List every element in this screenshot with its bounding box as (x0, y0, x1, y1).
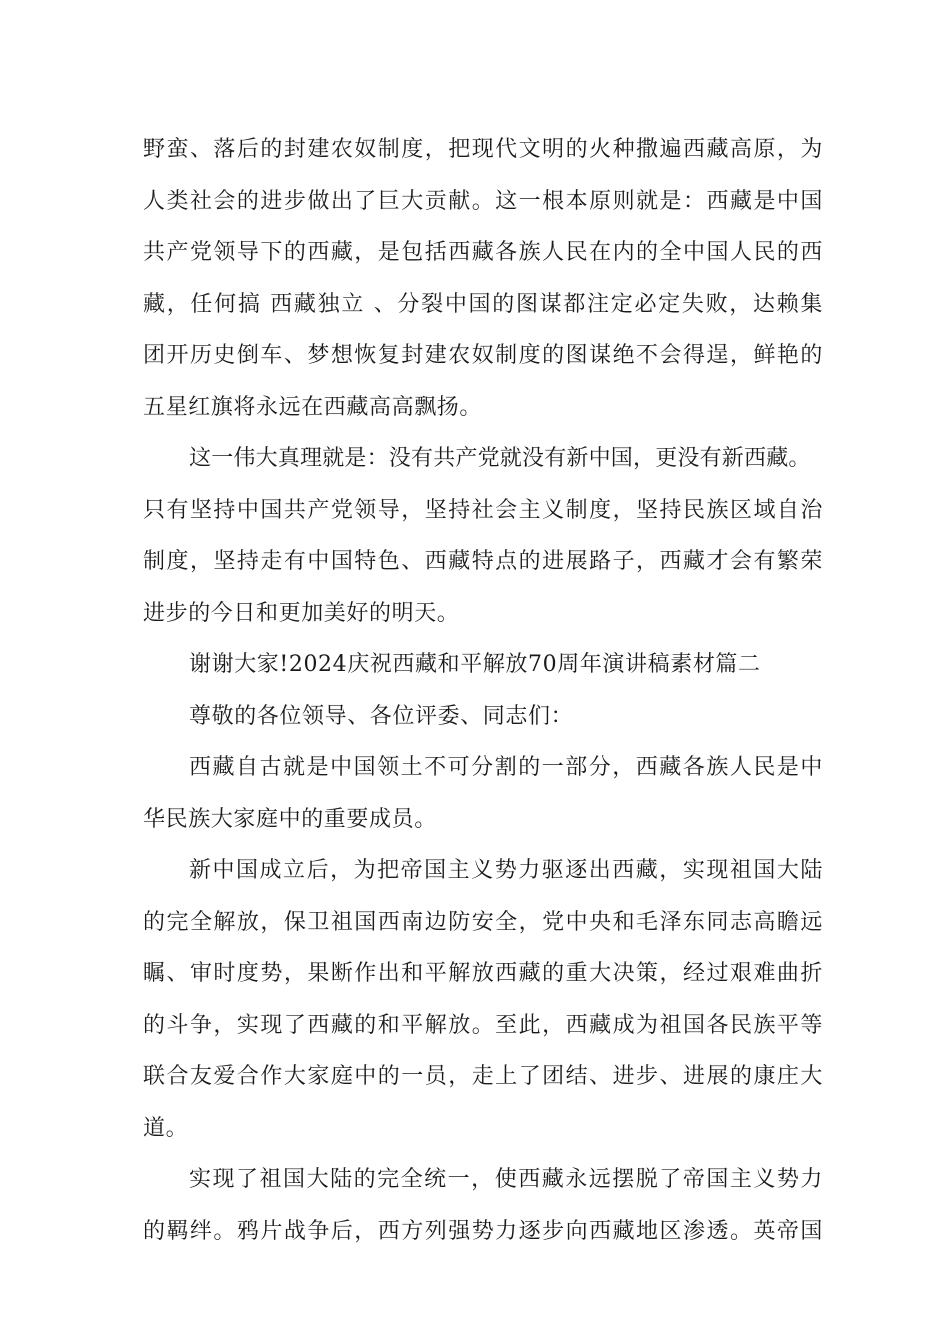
text-line: 只有坚持中国共产党领导，坚持社会主义制度，坚持民族区域自治 (143, 497, 823, 523)
text-line: 实现了祖国大陆的完全统一，使西藏永远摆脱了帝国主义势力 (189, 1167, 823, 1192)
text-line: 道。 (143, 1115, 189, 1141)
text-line: 尊敬的各位领导、各位评委、同志们： (189, 703, 574, 729)
text-line: 的斗争，实现了西藏的和平解放。至此，西藏成为祖国各民族平等 (143, 1012, 823, 1038)
text-line: 瞩、审时度势，果断作出和平解放西藏的重大决策，经过艰难曲折 (143, 961, 823, 986)
text-line: 藏，任何搞 西藏独立 、分裂中国的图谋都注定必定失败，达赖集 (143, 291, 823, 317)
text-line: 西藏自古就是中国领土不可分割的一部分，西藏各族人民是中 (189, 755, 823, 780)
text-line: 这一伟大真理就是：没有共产党就没有新中国，更没有新西藏。 (189, 446, 811, 471)
text-line: 人类社会的进步做出了巨大贡献。这一根本原则就是：西藏是中国 (143, 188, 823, 214)
text-line: 野蛮、落后的封建农奴制度，把现代文明的火种撒遍西藏高原，为 (143, 137, 823, 162)
text-line: 五星红旗将永远在西藏高高飘扬。 (143, 394, 483, 420)
text-line: 共产党领导下的西藏，是包括西藏各族人民在内的全中国人民的西 (143, 240, 823, 265)
text-line: 谢谢大家!2024庆祝西藏和平解放70周年演讲稿素材篇二 (189, 652, 761, 677)
body-text (143, 124, 823, 1257)
text-line: 制度，坚持走有中国特色、西藏特点的进展路子，西藏才会有繁荣 (143, 549, 823, 574)
text-line: 的完全解放，保卫祖国西南边防安全，党中央和毛泽东同志高瞻远 (143, 909, 823, 935)
text-line: 联合友爱合作大家庭中的一员，走上了团结、进步、进展的康庄大 (143, 1064, 823, 1089)
text-line: 的羁绊。鸦片战争后，西方列强势力逐步向西藏地区渗透。英帝国 (143, 1218, 823, 1244)
text-line: 新中国成立后，为把帝国主义势力驱逐出西藏，实现祖国大陆 (189, 858, 823, 883)
text-line: 华民族大家庭中的重要成员。 (143, 806, 437, 832)
text-line: 团开历史倒车、梦想恢复封建农奴制度的图谋绝不会得逞，鲜艳的 (143, 343, 823, 368)
text-line: 进步的今日和更加美好的明天。 (143, 600, 460, 626)
